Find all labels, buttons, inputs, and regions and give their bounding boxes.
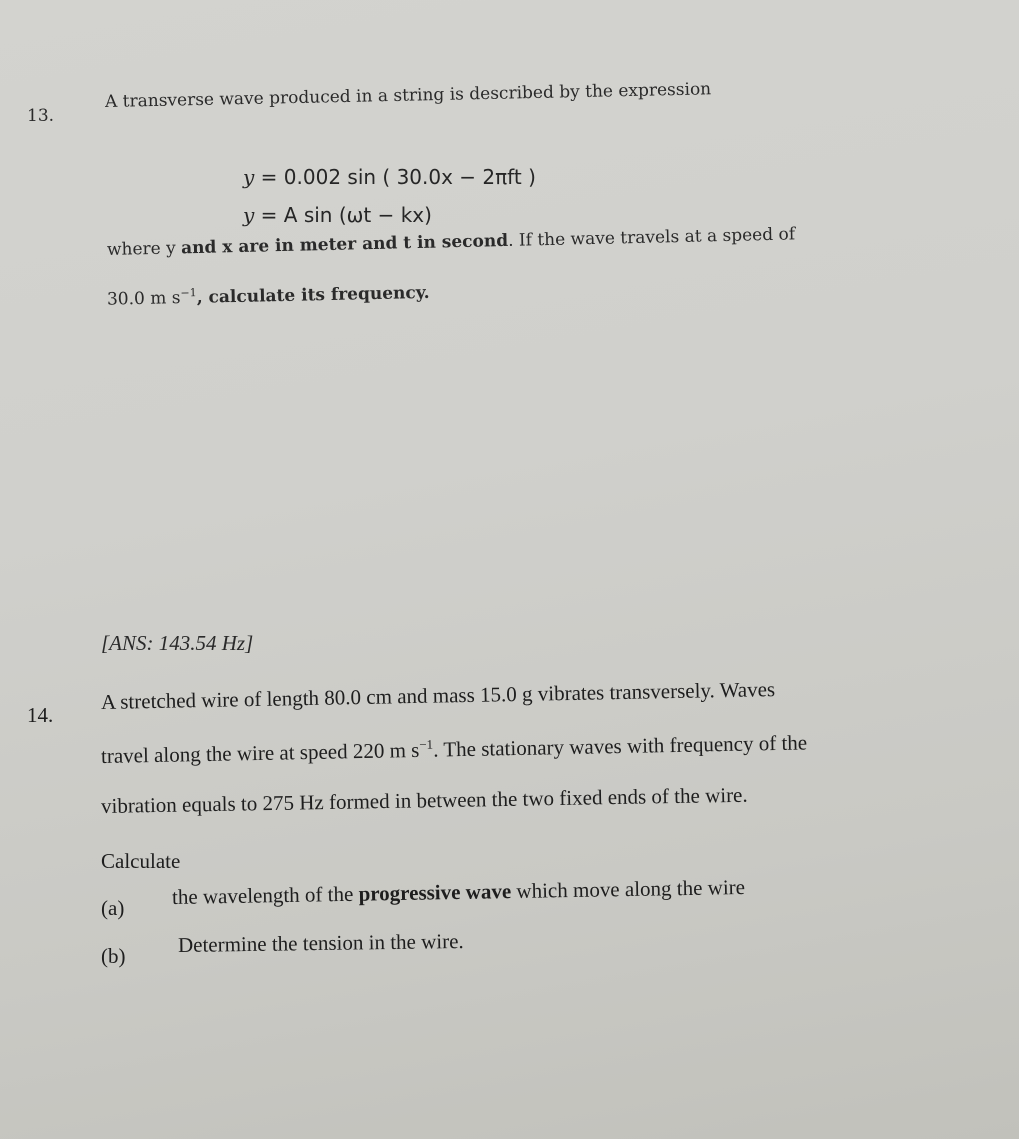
q13-speed-exponent: −1 — [180, 286, 197, 300]
q14-number: 14. — [27, 703, 54, 727]
q14-line2-b: . The stationary waves with frequency of the — [432, 730, 808, 762]
q14-line-3: vibration equals to 275 Hz formed in between the two fixed ends of the wire. — [100, 782, 748, 818]
q14-part-a-bold: progressive wave — [358, 879, 512, 906]
q14-part-a-post: which move along the wire — [510, 875, 746, 904]
q14-part-b-label: (b) — [101, 944, 126, 968]
q13-speed-rest: , calculate its frequency. — [196, 282, 430, 308]
q13-speed-line — [107, 281, 430, 309]
q14-line-2 — [101, 729, 808, 769]
q14-calculate: Calculate — [101, 849, 181, 873]
q13-line2-a: where y — [106, 238, 182, 260]
q13-equation-2 — [243, 203, 432, 227]
q13-line2-bold: and x are in meter and t in second — [180, 230, 509, 259]
q14-line2-exponent: −1 — [419, 736, 434, 752]
q13-speed-value: 30.0 m s — [106, 288, 181, 310]
q13-intro: A transverse wave produced in a string is described by the expression — [104, 79, 712, 112]
q14-line-1: A stretched wire of length 80.0 cm and mass 15.0 g vibrates transversely. Waves — [100, 677, 776, 714]
q14-line2-a: travel along the wire at speed 220 m s — [100, 737, 420, 768]
q13-line2-b: . If the wave travels at a speed of — [507, 224, 796, 251]
q13-number: 13. — [27, 106, 55, 126]
eq2-rhs: = A sin (ωt − kx) — [260, 203, 432, 227]
eq1-lhs: y — [243, 165, 255, 189]
q13-answer: [ANS: 143.54 Hz] — [101, 631, 254, 655]
q14-part-b: Determine the tension in the wire. — [177, 929, 464, 957]
q14-part-a — [172, 875, 745, 910]
q14-part-a-label: (a) — [101, 896, 125, 920]
q13-condition-line — [107, 224, 795, 260]
eq1-rhs: = 0.002 sin ( 30.0x − 2πft ) — [260, 165, 536, 189]
q13-equation-1 — [243, 165, 536, 189]
eq2-lhs: y — [243, 203, 255, 227]
q14-part-a-pre: the wavelength of the — [171, 881, 359, 909]
